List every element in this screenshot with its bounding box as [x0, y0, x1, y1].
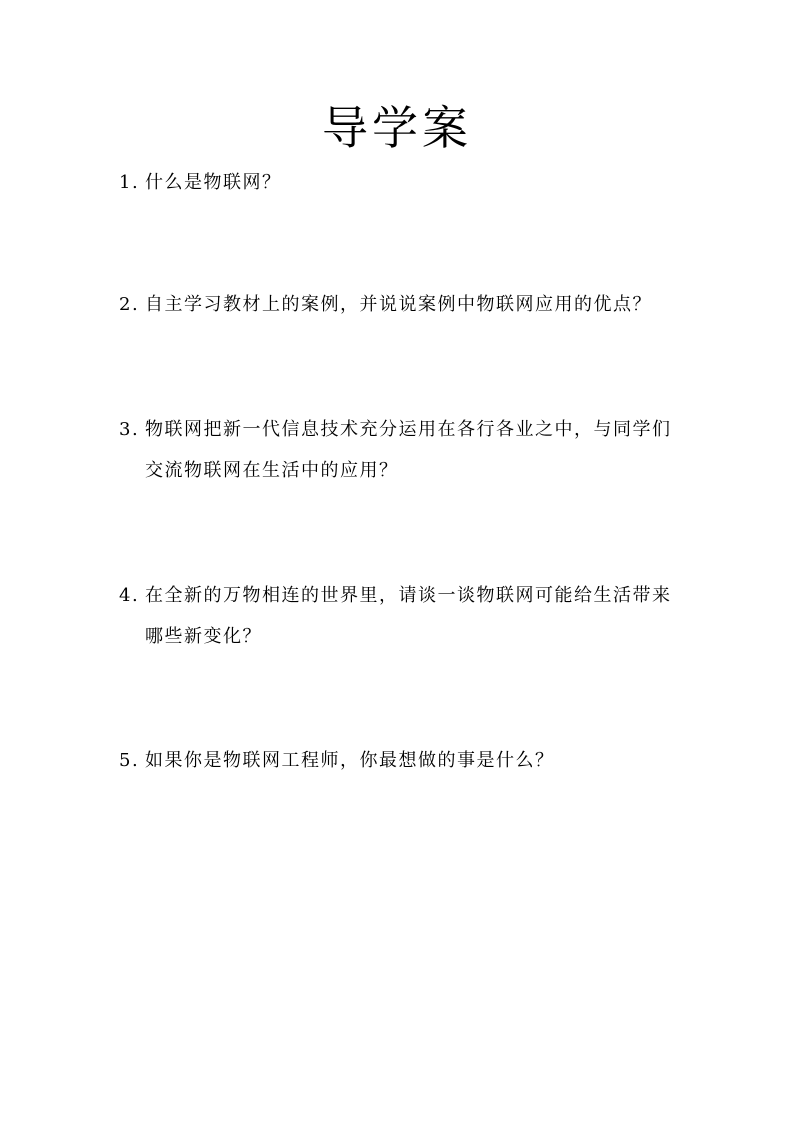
question-text: 自主学习教材上的案例，并说说案例中物联网应用的优点？: [145, 294, 652, 315]
question-item-4: [119, 575, 679, 657]
question-text: 在全新的万物相连的世界里，请谈一谈物联网可能给生活带来哪些新变化？: [145, 585, 672, 647]
page-title: 导学案: [322, 101, 472, 155]
question-number: 3.: [119, 419, 140, 440]
question-text: 物联网把新一代信息技术充分运用在各行各业之中，与同学们交流物联网在生活中的应用？: [145, 419, 672, 481]
question-item-1: [119, 162, 679, 203]
question-number: 4.: [119, 585, 140, 606]
question-number: 1.: [119, 172, 140, 193]
question-item-5: [119, 740, 679, 781]
question-text: 什么是物联网？: [145, 172, 282, 193]
question-text: 如果你是物联网工程师，你最想做的事是什么？: [145, 750, 555, 771]
question-item-3: [119, 409, 679, 491]
question-item-2: [119, 284, 679, 325]
question-number: 2.: [119, 294, 140, 315]
question-number: 5.: [119, 750, 140, 771]
